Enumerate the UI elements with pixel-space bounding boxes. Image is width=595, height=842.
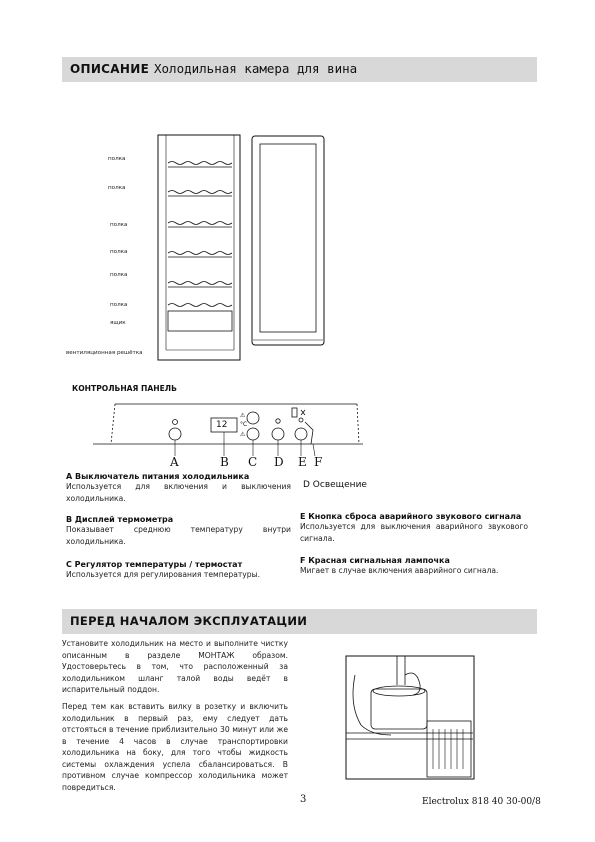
marker-c: C bbox=[248, 455, 258, 469]
item-e-body: Используется для выключения аварийного звукового сигнала. bbox=[300, 522, 528, 543]
doc-code: Electrolux 818 40 30-00/8 bbox=[422, 797, 541, 807]
fridge-door-illustration bbox=[251, 135, 326, 347]
shelf-label: полка bbox=[108, 185, 126, 191]
item-f-body: Мигает в случае включения аварийного сигнала. bbox=[300, 566, 499, 575]
vent-label: вентиляционная решётка bbox=[66, 350, 143, 356]
svg-text:⚠: ⚠ bbox=[240, 431, 246, 438]
item-c-title: C Регулятор температуры / термостат bbox=[66, 560, 243, 569]
item-a-title: A Выключатель питания холодильника bbox=[66, 472, 250, 481]
paragraph-first-start: Перед тем как вставить вилку в розетку и включить холодильник в первый раз, ему следует дать отстояться в течение приблизительно 30 минут или же в течение 4 часов в случае транспортировки холодильника на боку, для того чтобы жидкость системы охлаждения успела сбалансироваться. В противном случае компрессор холодильника может повредиться. bbox=[62, 702, 288, 792]
panel-title: КОНТРОЛЬНАЯ ПАНЕЛЬ bbox=[72, 384, 177, 393]
marker-f: F bbox=[314, 455, 323, 469]
thermometer-display-value: 12 bbox=[216, 420, 228, 430]
shelf-label: полка bbox=[110, 272, 128, 278]
header-bold-label: ОПИСАНИЕ bbox=[70, 62, 150, 76]
marker-d: D bbox=[274, 455, 284, 469]
paragraph-installation: Установите холодильник на место и выполните чистку описанным в разделе МОНТАЖ образом. Удостоверьтесь в том, что расположенный за холодильником шланг талой воды ведёт в испарительный поддон. bbox=[62, 639, 288, 694]
item-b-body: Показывает среднюю температуру внутри холодильника. bbox=[66, 525, 291, 546]
shelf-label: полка bbox=[110, 249, 128, 255]
control-panel-diagram bbox=[85, 396, 375, 456]
marker-e: E bbox=[298, 455, 307, 469]
header-title: Холодильная камера для вина bbox=[154, 61, 358, 76]
page-number: 3 bbox=[300, 794, 307, 805]
shelf-label: полка bbox=[110, 222, 128, 228]
item-a-body: Используется для включения и выключения холодильника. bbox=[66, 482, 291, 503]
svg-text:⚠: ⚠ bbox=[240, 412, 246, 419]
drain-hose-illustration bbox=[345, 655, 475, 780]
shelf-label: полка bbox=[108, 156, 126, 162]
section-header-before-use bbox=[62, 609, 537, 634]
shelf-label: полка bbox=[110, 302, 128, 308]
item-f-title: F Красная сигнальная лампочка bbox=[300, 556, 450, 565]
header-title: ПЕРЕД НАЧАЛОМ ЭКСПЛУАТАЦИИ bbox=[70, 614, 308, 628]
item-c-body: Используется для регулирования температуры. bbox=[66, 570, 260, 579]
item-b-title: B Дисплей термометра bbox=[66, 515, 174, 524]
section-header-description bbox=[62, 57, 537, 82]
celsius-label: °C bbox=[240, 421, 248, 428]
drawer-label: ящик bbox=[110, 320, 126, 326]
marker-b: B bbox=[220, 455, 229, 469]
marker-a: A bbox=[170, 455, 179, 469]
item-e-title: E Кнопка сброса аварийного звукового сигнала bbox=[300, 512, 522, 521]
item-d-title: D Освещение bbox=[303, 480, 367, 490]
